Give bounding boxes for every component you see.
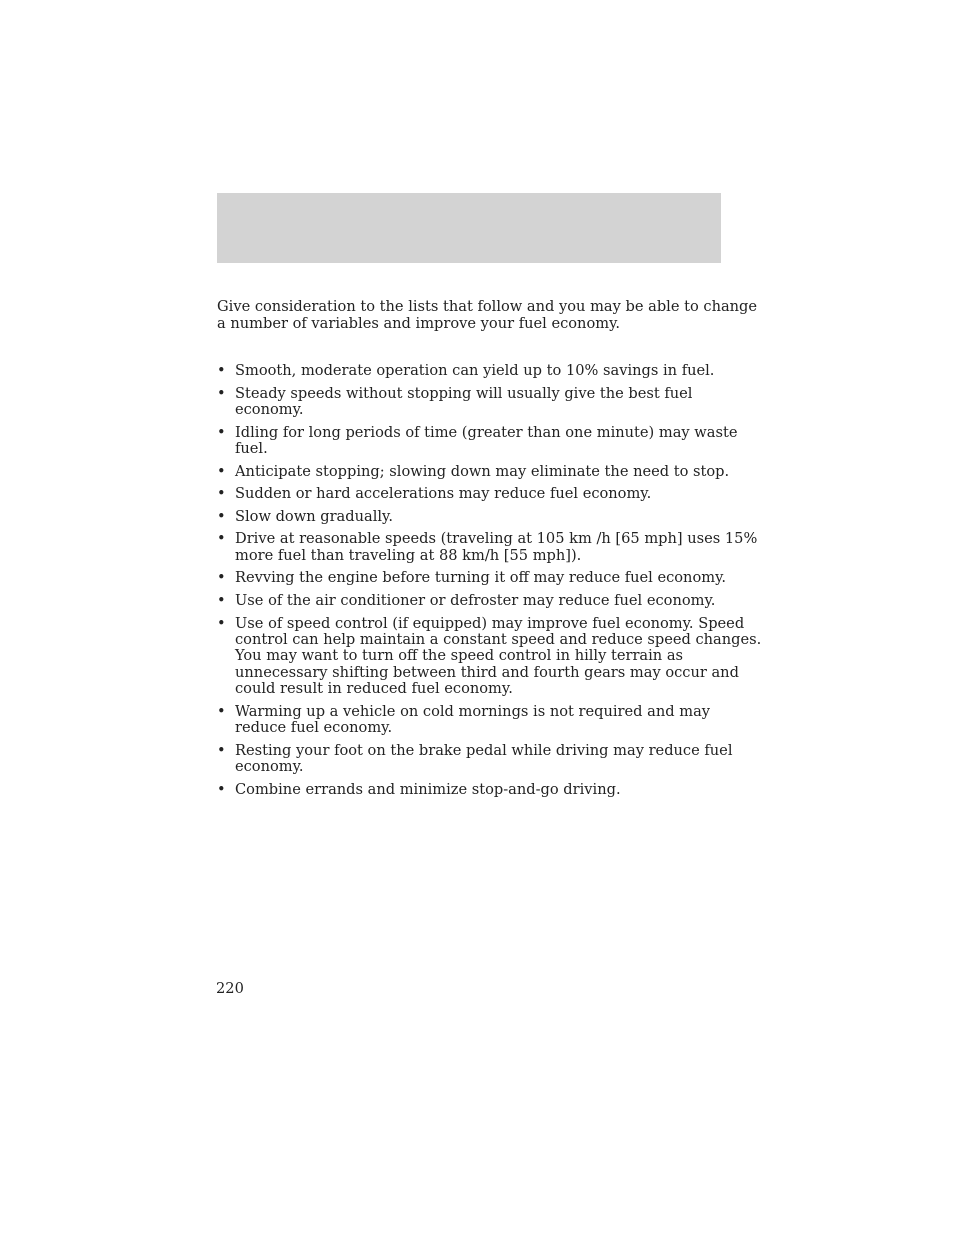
intro-paragraph xyxy=(217,298,758,332)
tip-line: Revving the engine before turning it off may reduce fuel economy. xyxy=(235,569,727,587)
tip-line: reduce fuel economy. xyxy=(235,719,393,737)
bullet-icon: • xyxy=(217,507,226,525)
bullet-icon: • xyxy=(217,741,226,759)
tip-line: Slow down gradually. xyxy=(235,507,393,525)
intro-line: a number of variables and improve your fuel economy. xyxy=(217,315,621,332)
tip-line: fuel. xyxy=(235,440,268,457)
bullet-icon: • xyxy=(217,423,226,441)
list-item xyxy=(217,363,727,379)
list-item xyxy=(217,423,738,458)
fuel-economy-tips-list xyxy=(217,362,762,804)
list-item xyxy=(217,614,762,698)
list-item xyxy=(217,462,730,480)
tip-line: Drive at reasonable speeds (traveling at 105 km /h [65 mph] uses 15% xyxy=(235,530,758,548)
tip-line: Steady speeds without stopping will usually give the best fuel xyxy=(235,384,693,402)
bullet-icon: • xyxy=(217,462,226,480)
bullet-icon: • xyxy=(217,702,226,720)
tip-line: Resting your foot on the brake pedal while driving may reduce fuel xyxy=(235,741,733,759)
tip-line: could result in reduced fuel economy. xyxy=(235,680,513,698)
bullet-icon: • xyxy=(217,591,226,609)
list-item xyxy=(217,704,727,737)
bullet-icon: • xyxy=(217,569,226,587)
tip-line: Sudden or hard accelerations may reduce fuel economy. xyxy=(235,485,652,503)
tip-line: control can help maintain a constant speed and reduce speed changes. xyxy=(235,630,762,648)
page-number: 220 xyxy=(216,980,244,997)
tip-line: unnecessary shifting between third and fourth gears may occur and xyxy=(235,663,739,681)
tip-line: economy. xyxy=(235,401,304,418)
section-header-band xyxy=(217,193,721,263)
tip-line: economy. xyxy=(235,758,304,776)
intro-line: Give consideration to the lists that follow and you may be able to change xyxy=(217,298,758,315)
list-item xyxy=(217,486,727,502)
list-item xyxy=(217,782,727,798)
bullet-icon: • xyxy=(217,614,226,632)
bullet-icon: • xyxy=(217,384,226,402)
tip-line: You may want to turn off the speed control in hilly terrain as xyxy=(235,647,684,665)
list-item xyxy=(217,570,727,586)
tip-line: Use of the air conditioner or defroster may reduce fuel economy. xyxy=(235,591,716,609)
list-item xyxy=(217,509,727,525)
list-item xyxy=(217,386,727,419)
tip-line: Warming up a vehicle on cold mornings is not required and may xyxy=(235,702,711,720)
tip-line: Anticipate stopping; slowing down may eliminate the need to stop. xyxy=(235,462,730,480)
list-item xyxy=(217,530,758,564)
tip-line: more fuel than traveling at 88 km/h [55 mph]). xyxy=(235,546,582,564)
bullet-icon: • xyxy=(217,485,226,503)
tip-line: Smooth, moderate operation can yield up to 10% savings in fuel. xyxy=(235,362,715,379)
list-item xyxy=(217,741,733,776)
tip-line: Use of speed control (if equipped) may improve fuel economy. Speed xyxy=(235,614,745,632)
bullet-icon: • xyxy=(217,362,226,379)
bullet-icon: • xyxy=(217,780,226,798)
list-item xyxy=(217,593,727,609)
tip-line: Combine errands and minimize stop-and-go driving. xyxy=(235,780,621,798)
bullet-icon: • xyxy=(217,530,226,548)
tip-line: Idling for long periods of time (greater than one minute) may waste xyxy=(235,423,738,441)
